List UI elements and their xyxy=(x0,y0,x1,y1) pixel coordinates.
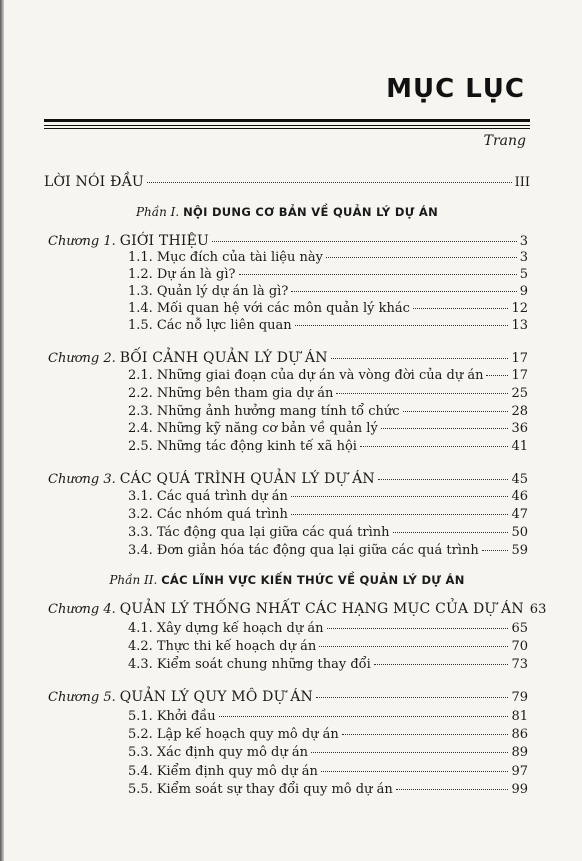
chapter-title: BỐI CẢNH QUẢN LÝ DỰ ÁN xyxy=(119,350,328,366)
toc-chapter xyxy=(48,689,528,706)
leader-dots xyxy=(403,411,509,412)
section-number: 5.1. xyxy=(128,709,153,724)
leader-dots xyxy=(486,375,508,376)
section-number: 3.3. xyxy=(128,525,153,540)
section-page: 86 xyxy=(511,727,528,742)
page-title: MỤC LỤC xyxy=(386,74,525,104)
section-page: 81 xyxy=(511,709,528,724)
leader-dots xyxy=(381,428,509,429)
section-title: Xác định quy mô dự án xyxy=(156,745,308,760)
toc-preface-page: III xyxy=(514,175,530,190)
section-title: Tác động qua lại giữa các quá trình xyxy=(156,525,390,540)
section-title: Kiểm soát chung những thay đổi xyxy=(156,657,371,672)
part-label: Phần I. xyxy=(135,205,180,219)
chapter-page: 3 xyxy=(519,234,528,249)
section-number: 5.4. xyxy=(128,764,153,779)
part-title: CÁC LĨNH VỰC KIẾN THỨC VỀ QUẢN LÝ DỰ ÁN xyxy=(161,573,465,587)
toc-section xyxy=(128,657,528,673)
section-title: Khởi đầu xyxy=(156,709,216,724)
toc-section xyxy=(128,525,528,541)
section-page: 50 xyxy=(511,525,528,540)
section-number: 2.2. xyxy=(128,386,153,401)
title-rule xyxy=(44,119,530,131)
section-title: Những kỹ năng cơ bản về quản lý xyxy=(156,421,378,436)
toc-preface xyxy=(44,174,530,191)
chapter-page: 17 xyxy=(511,351,528,366)
section-page: 17 xyxy=(511,368,528,383)
toc-section xyxy=(128,745,528,761)
toc-section xyxy=(128,318,528,334)
leader-dots xyxy=(291,291,516,292)
section-number: 4.2. xyxy=(128,639,153,654)
section-number: 1.2. xyxy=(128,267,153,282)
chapter-title: GIỚI THIỆU xyxy=(119,233,210,249)
section-page: 70 xyxy=(511,639,528,654)
toc-section xyxy=(128,621,528,637)
leader-dots xyxy=(319,646,508,647)
section-title: Những ảnh hưởng mang tính tổ chức xyxy=(156,404,400,419)
section-title: Các quá trình dự án xyxy=(156,489,288,504)
section-number: 1.4. xyxy=(128,301,153,316)
toc-section xyxy=(128,404,528,420)
section-number: 5.5. xyxy=(128,782,153,797)
chapter-label: Chương 5. xyxy=(48,690,116,705)
leader-dots xyxy=(291,514,509,515)
leader-dots xyxy=(212,241,517,242)
section-number: 1.5. xyxy=(128,318,153,333)
leader-dots xyxy=(396,789,509,790)
section-title: Các nỗ lực liên quan xyxy=(156,318,292,333)
leader-dots xyxy=(295,325,509,326)
leader-dots xyxy=(311,752,508,753)
section-number: 1.1. xyxy=(128,250,153,265)
section-number: 1.3. xyxy=(128,284,153,299)
leader-dots xyxy=(374,664,509,665)
section-page: 89 xyxy=(511,745,528,760)
section-number: 4.3. xyxy=(128,657,153,672)
section-title: Quản lý dự án là gì? xyxy=(156,284,289,299)
chapter-page: 79 xyxy=(511,690,528,705)
section-page: 41 xyxy=(511,439,528,454)
section-title: Kiểm định quy mô dự án xyxy=(156,764,318,779)
toc-section xyxy=(128,782,528,798)
leader-dots xyxy=(413,308,509,309)
section-number: 3.4. xyxy=(128,543,153,558)
toc-section xyxy=(128,439,528,455)
page-binding-edge xyxy=(0,0,4,861)
section-page: 12 xyxy=(511,301,528,316)
section-title: Các nhóm quá trình xyxy=(156,507,288,522)
section-number: 5.3. xyxy=(128,745,153,760)
section-title: Đơn giản hóa tác động qua lại giữa các quá trình xyxy=(156,543,479,558)
leader-dots xyxy=(239,274,517,275)
section-title: Thực thi kế hoạch dự án xyxy=(156,639,317,654)
part-heading xyxy=(44,573,530,587)
chapter-label: Chương 2. xyxy=(48,351,116,366)
section-title: Xây dựng kế hoạch dự án xyxy=(156,621,324,636)
chapter-page: 63 xyxy=(529,602,547,617)
leader-dots xyxy=(331,358,509,359)
section-page: 46 xyxy=(511,489,528,504)
leader-dots xyxy=(393,532,509,533)
leader-dots xyxy=(321,771,509,772)
section-page: 25 xyxy=(511,386,528,401)
toc-section xyxy=(128,267,528,283)
section-page: 47 xyxy=(511,507,528,522)
chapter-label: Chương 4. xyxy=(48,602,116,617)
leader-dots xyxy=(342,734,509,735)
part-label: Phần II. xyxy=(109,573,158,587)
section-page: 3 xyxy=(519,250,528,265)
section-number: 5.2. xyxy=(128,727,153,742)
toc-chapter xyxy=(48,350,528,367)
toc-section xyxy=(128,284,528,300)
leader-dots xyxy=(326,257,517,258)
section-page: 28 xyxy=(511,404,528,419)
section-page: 97 xyxy=(511,764,528,779)
leader-dots xyxy=(219,716,509,717)
section-title: Những bên tham gia dự án xyxy=(156,386,334,401)
toc-section xyxy=(128,709,528,725)
chapter-label: Chương 1. xyxy=(48,234,116,249)
part-heading xyxy=(44,205,530,219)
toc-section xyxy=(128,543,528,559)
toc-chapter xyxy=(48,601,547,618)
section-title: Mục đích của tài liệu này xyxy=(156,250,323,265)
section-title: Kiểm soát sự thay đổi quy mô dự án xyxy=(156,782,393,797)
toc-section xyxy=(128,250,528,266)
leader-dots xyxy=(316,697,508,698)
section-page: 59 xyxy=(511,543,528,558)
section-page: 5 xyxy=(519,267,528,282)
section-title: Những giai đoạn của dự án và vòng đời của dự án xyxy=(156,368,484,383)
section-number: 2.3. xyxy=(128,404,153,419)
section-title: Những tác động kinh tế xã hội xyxy=(156,439,357,454)
toc-section xyxy=(128,507,528,523)
toc-section xyxy=(128,764,528,780)
page-column-header: Trang xyxy=(483,133,526,149)
section-title: Mối quan hệ với các môn quản lý khác xyxy=(156,301,410,316)
leader-dots xyxy=(360,446,508,447)
leader-dots xyxy=(291,496,509,497)
leader-dots xyxy=(336,393,508,394)
toc-section xyxy=(128,386,528,402)
chapter-title: QUẢN LÝ THỐNG NHẤT CÁC HẠNG MỤC CỦA DỰ ÁN xyxy=(119,601,524,617)
section-page: 99 xyxy=(511,782,528,797)
chapter-label: Chương 3. xyxy=(48,472,116,487)
toc-section xyxy=(128,368,528,384)
section-number: 3.1. xyxy=(128,489,153,504)
section-number: 2.1. xyxy=(128,368,153,383)
toc-chapter xyxy=(48,233,528,250)
leader-dots xyxy=(378,479,509,480)
part-title: NỘI DUNG CƠ BẢN VỀ QUẢN LÝ DỰ ÁN xyxy=(183,205,439,219)
toc-section xyxy=(128,639,528,655)
leader-dots xyxy=(482,550,509,551)
toc-section xyxy=(128,301,528,317)
section-page: 36 xyxy=(511,421,528,436)
section-page: 65 xyxy=(511,621,528,636)
chapter-page: 45 xyxy=(511,472,528,487)
toc-section xyxy=(128,727,528,743)
chapter-title: CÁC QUÁ TRÌNH QUẢN LÝ DỰ ÁN xyxy=(119,471,375,487)
section-number: 4.1. xyxy=(128,621,153,636)
section-title: Dự án là gì? xyxy=(156,267,236,282)
toc-section xyxy=(128,421,528,437)
toc-section xyxy=(128,489,528,505)
section-number: 3.2. xyxy=(128,507,153,522)
toc-preface-label: LỜI NÓI ĐẦU xyxy=(44,174,144,190)
leader-dots xyxy=(147,182,512,183)
toc-chapter xyxy=(48,471,528,488)
section-title: Lập kế hoạch quy mô dự án xyxy=(156,727,339,742)
section-number: 2.4. xyxy=(128,421,153,436)
chapter-title: QUẢN LÝ QUY MÔ DỰ ÁN xyxy=(119,689,313,705)
leader-dots xyxy=(327,628,509,629)
section-page: 9 xyxy=(519,284,528,299)
section-number: 2.5. xyxy=(128,439,153,454)
section-page: 73 xyxy=(511,657,528,672)
section-page: 13 xyxy=(511,318,528,333)
